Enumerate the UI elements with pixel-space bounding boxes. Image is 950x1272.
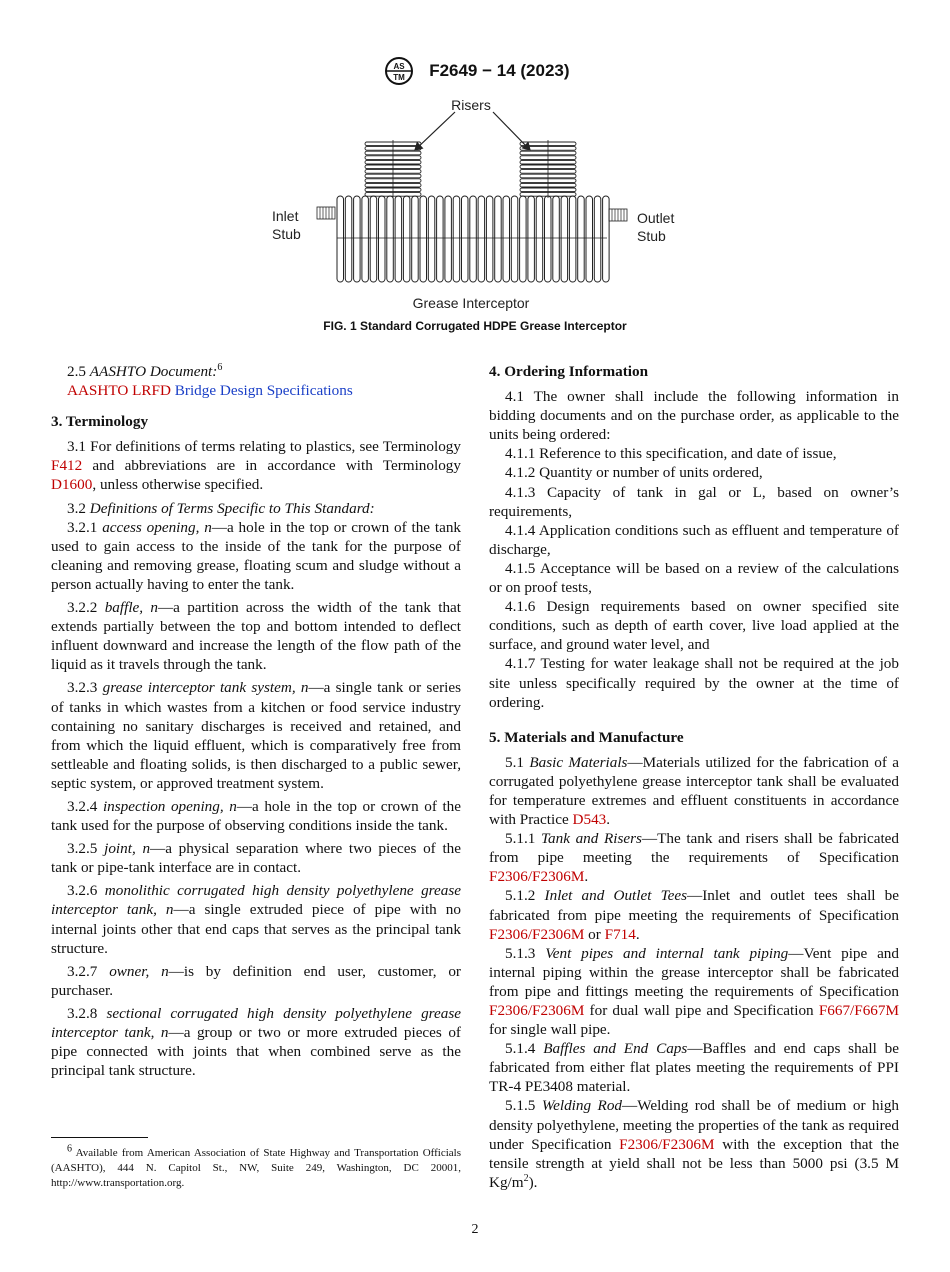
section-4-1-6: 4.1.6 Design requirements based on owner specified site conditions, such as depth of earth cover, live load applied at the surface, and ground water level, and <box>489 598 899 654</box>
f2306-link[interactable]: F2306/F2306M <box>489 925 585 943</box>
section-4-1-1: 4.1.1 Reference to this specification, and date of issue, <box>505 445 837 463</box>
section-3-2: 3.2 Definitions of Terms Specific to This Standard: <box>67 499 375 517</box>
riser-arrow-right <box>493 112 530 150</box>
section-5-1-4: 5.1.4 Baffles and End Caps—Baffles and end caps shall be fabricated from either flat plates meeting the requirements of PPI TR-4 PE3408 material. <box>489 1040 900 1096</box>
aashto-lrfd-link[interactable]: AASHTO LRFD <box>67 382 171 400</box>
grease-interceptor-figure <box>255 90 695 320</box>
section-5-1-1: 5.1.1 Tank and Risers—The tank and risers shall be fabricated from pipe meeting the requirements of Specification F2306/F2306M. <box>489 830 900 886</box>
tank-corrugation <box>395 196 402 282</box>
tank-corrugation <box>428 196 435 282</box>
svg-text:AS: AS <box>393 62 406 71</box>
left-column <box>51 362 461 1084</box>
section-3-2-4: 3.2.4 inspection opening, n—a hole in the top or crown of the tank used for the purpose of observing conditions inside the tank. <box>51 797 462 835</box>
astm-logo-icon <box>380 56 418 86</box>
grease-interceptor-label: Grease Interceptor <box>412 295 530 311</box>
inlet-stub-icon <box>317 207 335 219</box>
d1600-link[interactable]: D1600 <box>51 476 93 494</box>
tank-corrugation <box>420 196 427 282</box>
outlet-label: Outlet <box>637 210 675 226</box>
tank-corrugation <box>362 196 369 282</box>
section-4-1-7: 4.1.7 Testing for water leakage shall not be required at the job site unless specifically required by the owner at the time of ordering. <box>489 655 899 711</box>
footnote-rule <box>51 1137 148 1138</box>
tank-corrugation <box>337 196 344 282</box>
section-3-2-3: 3.2.3 grease interceptor tank system, n—a single tank or series of tanks in which wastes from a kitchen or food service industry containing no sanitary discharges is received and retained, and from which the liquid effluent, which is comparatively free from settleable and floating solids, is then discharged to a public sewer, septic system, or approved treatment system. <box>51 679 462 792</box>
f2306-link[interactable]: F2306/F2306M <box>489 868 585 886</box>
f412-link[interactable]: F412 <box>51 457 83 475</box>
section-3-2-1: 3.2.1 access opening, n—a hole in the top or crown of the tank used to gain access to the inside of the tank for the purpose of cleaning and removing grease, floating scum and sludge without a person actually having to enter the tank. <box>51 518 462 593</box>
tank-corrugation <box>603 196 610 282</box>
tank-corrugation <box>412 196 419 282</box>
page-number: 2 <box>471 1222 479 1237</box>
tank-corrugation <box>553 196 560 282</box>
tank-corrugation <box>586 196 593 282</box>
tank-corrugation <box>578 196 585 282</box>
tank-corrugation <box>379 196 386 282</box>
d543-link[interactable]: D543 <box>572 811 607 829</box>
corrugated-tank <box>337 196 609 282</box>
section-5-1-3: 5.1.3 Vent pipes and internal tank piping—Vent pipe and internal piping within the grease interceptor shall be fabricated from pipe and fittings meeting the requirements of Specification F2306/F2306M for dual wall pipe and Specification F667/F667M for single wall pipe. <box>489 944 899 1039</box>
figure-caption: FIG. 1 Standard Corrugated HDPE Grease Interceptor <box>323 319 627 333</box>
tank-corrugation <box>569 196 576 282</box>
tank-corrugation <box>403 196 410 282</box>
tank-corrugation <box>453 196 460 282</box>
outlet-label-2: Stub <box>637 228 666 244</box>
section-4-1-5: 4.1.5 Acceptance will be based on a review of the calculations or on proof tests, <box>489 559 899 597</box>
tank-corrugation <box>511 196 518 282</box>
inlet-label: Inlet <box>272 208 299 224</box>
riser-left <box>365 140 421 198</box>
section-3-2-5: 3.2.5 joint, n—a physical separation where two pieces of the tank or pipe-tank interface are in contact. <box>51 840 461 877</box>
tank-corrugation <box>486 196 493 282</box>
tank-corrugation <box>370 196 377 282</box>
tank-corrugation <box>462 196 469 282</box>
outlet-stub-icon <box>609 209 627 221</box>
section-5-1-5: 5.1.5 Welding Rod—Welding rod shall be of medium or high density polyethylene, meeting the properties of the tank as required under Specification F2306/F2306M with the exception that the tensile strength at yield shall not be less than 5000 psi (3.5 M $Kg/m^2$). <box>489 1097 900 1191</box>
risers-label: Risers <box>451 97 491 113</box>
section-4-heading: 4. Ordering Information <box>489 363 649 380</box>
section-3-heading: 3. Terminology <box>51 413 149 431</box>
inlet-label-2: Stub <box>272 226 301 242</box>
tank-corrugation <box>561 196 568 282</box>
tank-corrugation <box>345 196 352 282</box>
section-4-1-4: 4.1.4 Application conditions such as effluent and temperature of discharge, <box>489 521 899 558</box>
section-5-1-2: 5.1.2 Inlet and Outlet Tees—Inlet and outlet tees shall be fabricated from pipe meeting the requirements of Specification F2306/F2306M or F714. <box>489 887 900 943</box>
tank-corrugation <box>594 196 601 282</box>
section-5-1: 5.1 Basic Materials—Materials utilized for the fabrication of a corrugated polyethylene grease interceptor tank shall be evaluated for temperature extremes and effluent constituents in accordance with Practice D543. <box>489 753 899 829</box>
section-4-1-2: 4.1.2 Quantity or number of units ordered, <box>505 464 763 482</box>
tank-corrugation <box>354 196 361 282</box>
tank-corrugation <box>437 196 444 282</box>
f667-link[interactable]: F667/F667M <box>818 1002 899 1019</box>
footnote-6: $^6$ Available from American Association of State Highway and Transportation Officials (AASHTO), 444 N. Capitol St., NW, Suite 249, Washington, DC 20001, http://www.transportation.org. <box>51 1143 461 1189</box>
tank-corrugation <box>520 196 527 282</box>
section-3-2-2: 3.2.2 baffle, n—a partition across the width of the tank that extends partially between the top and bottom intended to deflect influent downward and increase the length of the flow path of the liquid as it travels through the tank. <box>51 599 461 674</box>
section-3-2-7: 3.2.7 owner, n—is by definition end user, customer, or purchaser. <box>51 962 461 999</box>
right-column <box>489 362 899 1196</box>
f714-link[interactable]: F714 <box>604 925 636 943</box>
tank-corrugation <box>387 196 394 282</box>
tank-corrugation <box>445 196 452 282</box>
tank-corrugation <box>528 196 535 282</box>
f2306-link[interactable]: F2306/F2306M <box>489 1002 585 1019</box>
tank-corrugation <box>545 196 552 282</box>
standard-designation: F2649 − 14 (2023) <box>429 61 570 80</box>
section-4-1-3: 4.1.3 Capacity of tank in gal or L, based on owner’s requirements, <box>489 483 899 520</box>
section-3-1: 3.1 For definitions of terms relating to plastics, see Terminology F412 and abbreviations are in accordance with Terminology D1600, unless otherwise specified. <box>51 438 461 494</box>
section-2-5: 2.5 AASHTO Document:$^6$ <box>67 361 223 380</box>
section-4-1: 4.1 The owner shall include the following information in bidding documents and on the purchase order, as applicable to the units being ordered: <box>489 388 899 444</box>
section-5-heading: 5. Materials and Manufacture <box>489 728 684 746</box>
tank-corrugation <box>503 196 510 282</box>
section-3-2-6: 3.2.6 monolithic corrugated high density polyethylene grease interceptor tank, n—a single extruded piece of pipe with no internal joints other that end caps that serves as the principal tank structure. <box>51 882 462 957</box>
aashto-title: Bridge Design Specifications <box>174 382 353 400</box>
svg-text:TM: TM <box>393 73 406 82</box>
f2306-link[interactable]: F2306/F2306M <box>619 1135 715 1153</box>
tank-corrugation <box>495 196 502 282</box>
tank-corrugation <box>536 196 543 282</box>
section-3-2-8: 3.2.8 sectional corrugated high density polyethylene grease interceptor tank, n—a group or two or more extruded pieces of pipe connected with joints that when combined serve as the principal tank structure. <box>51 1004 461 1080</box>
tank-corrugation <box>478 196 485 282</box>
page-header <box>0 56 950 86</box>
aashto-reference <box>51 381 461 400</box>
tank-corrugation <box>470 196 477 282</box>
